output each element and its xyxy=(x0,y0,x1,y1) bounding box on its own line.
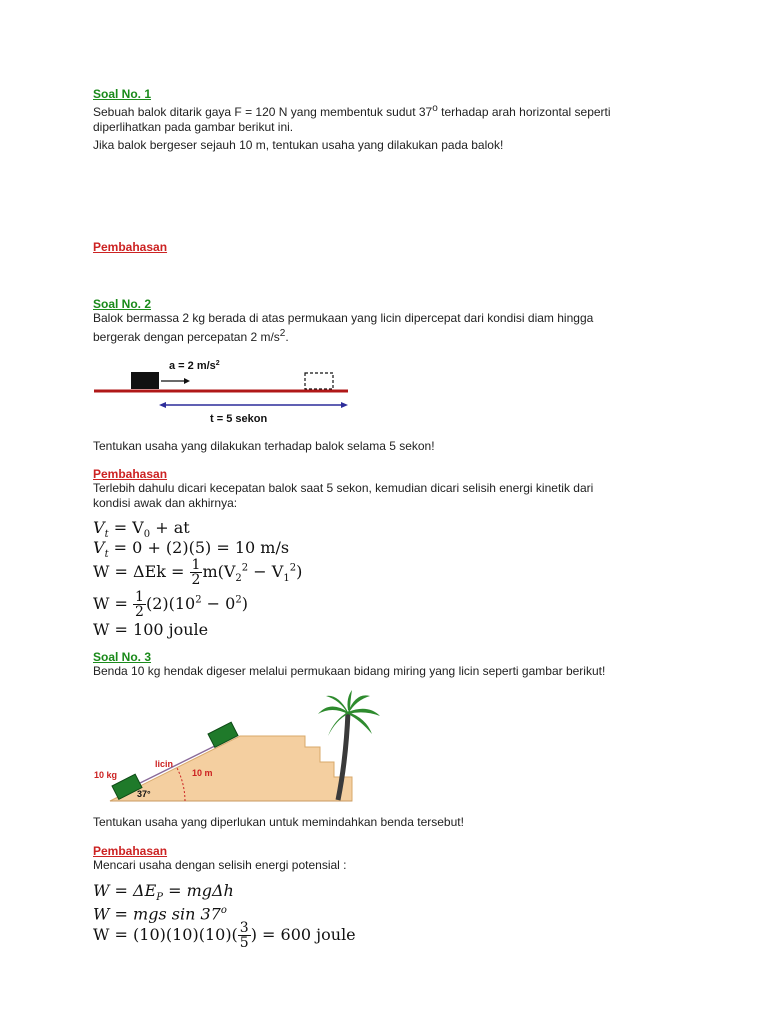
block-final-position xyxy=(305,373,333,389)
q2-line2: bergerak dengan percepatan 2 m/s xyxy=(93,330,280,344)
q1-heading: Soal No. 1 xyxy=(93,87,152,101)
q3-eq3: W = (10)(10)(10)( $\frac{3}{5}$ ) = 600 joule xyxy=(93,920,356,951)
q2-pembahasan: Pembahasan xyxy=(93,467,168,481)
q2-diagram xyxy=(90,352,360,430)
q2-heading: Soal No. 2 xyxy=(93,297,152,311)
q2-eq4: W = $\frac{1}{2}$ $(2)(10^2 - 0^2)$ xyxy=(93,589,248,620)
q3-sol1: Mencari usaha dengan selisih energi potensial : xyxy=(93,858,347,872)
q1-line1: Sebuah balok ditarik gaya F = 120 N yang membentuk sudut 37 xyxy=(93,105,433,119)
acceleration-arrowhead xyxy=(184,378,190,384)
q2-eq3: W = ΔEk = $\frac{1}{2}$ $m(V_2^2 - V_1^2)$ xyxy=(93,557,303,588)
q3-question: Tentukan usaha yang diperlukan untuk memindahkan benda tersebut! xyxy=(93,815,464,829)
q2-solution-text xyxy=(93,481,653,511)
q1-text xyxy=(93,101,653,135)
q2-sol2: kondisi awak dan akhirnya: xyxy=(93,496,238,510)
q2-text xyxy=(93,311,653,345)
q2-eq1: $V_t = V_0$ + at xyxy=(93,518,190,541)
q2-line2-sup: 2 xyxy=(279,328,286,339)
q2-eq2: $V_t = 0 + (2)(5) = 10$ m/s xyxy=(93,538,290,561)
q2-line2-end: . xyxy=(285,330,289,344)
q2-line1: Balok bermassa 2 kg berada di atas permukaan yang licin dipercepat dari kondisi diam hingga xyxy=(93,311,594,325)
q2-eq4-half: $\frac{1}{2}$ xyxy=(135,589,144,620)
q2-eq5: W = 100 joule xyxy=(93,620,209,639)
q3-eq2: W = mgs sin 37$^o$ xyxy=(93,904,227,924)
q1-line1-sup: o xyxy=(432,103,438,114)
licin-label: licin xyxy=(155,759,174,769)
angle-label: 37° xyxy=(137,789,151,799)
q3-heading: Soal No. 3 xyxy=(93,650,152,664)
mass-label: 10 kg xyxy=(94,770,118,780)
length-label: 10 m xyxy=(192,768,213,778)
q1-line3: Jika balok bergeser sejauh 10 m, tentukan usaha yang dilakukan pada balok! xyxy=(93,138,504,152)
q1-pembahasan: Pembahasan xyxy=(93,240,168,254)
q3-eq1: $W = \Delta E_P = mg\Delta h$ xyxy=(93,881,234,904)
q2-eq3-half: $\frac{1}{2}$ xyxy=(191,557,201,588)
q1-line2: diperlihatkan pada gambar berikut ini. xyxy=(93,120,294,134)
q2-question: Tentukan usaha yang dilakukan terhadap balok selama 5 sekon! xyxy=(93,439,435,453)
block xyxy=(131,372,159,389)
q3-pembahasan: Pembahasan xyxy=(93,844,168,858)
q3-diagram xyxy=(90,690,390,806)
time-arrowhead-right xyxy=(341,402,348,408)
acceleration-label: a = 2 $m/s^2$ xyxy=(169,360,220,372)
q2-sol1: Terlebih dahulu dicari kecepatan balok saat 5 sekon, kemudian dicari selisih energi kinetik dari xyxy=(93,481,594,495)
time-label: t = 5 sekon xyxy=(210,413,268,425)
q1-line1-rest: terhadap arah horizontal seperti xyxy=(437,105,611,119)
q3-line1: Benda 10 kg hendak digeser melalui permukaan bidang miring yang licin seperti gambar berikut! xyxy=(93,664,606,678)
time-arrowhead-left xyxy=(159,402,166,408)
q3-eq3-fraction: $\frac{3}{5}$ xyxy=(239,920,249,951)
